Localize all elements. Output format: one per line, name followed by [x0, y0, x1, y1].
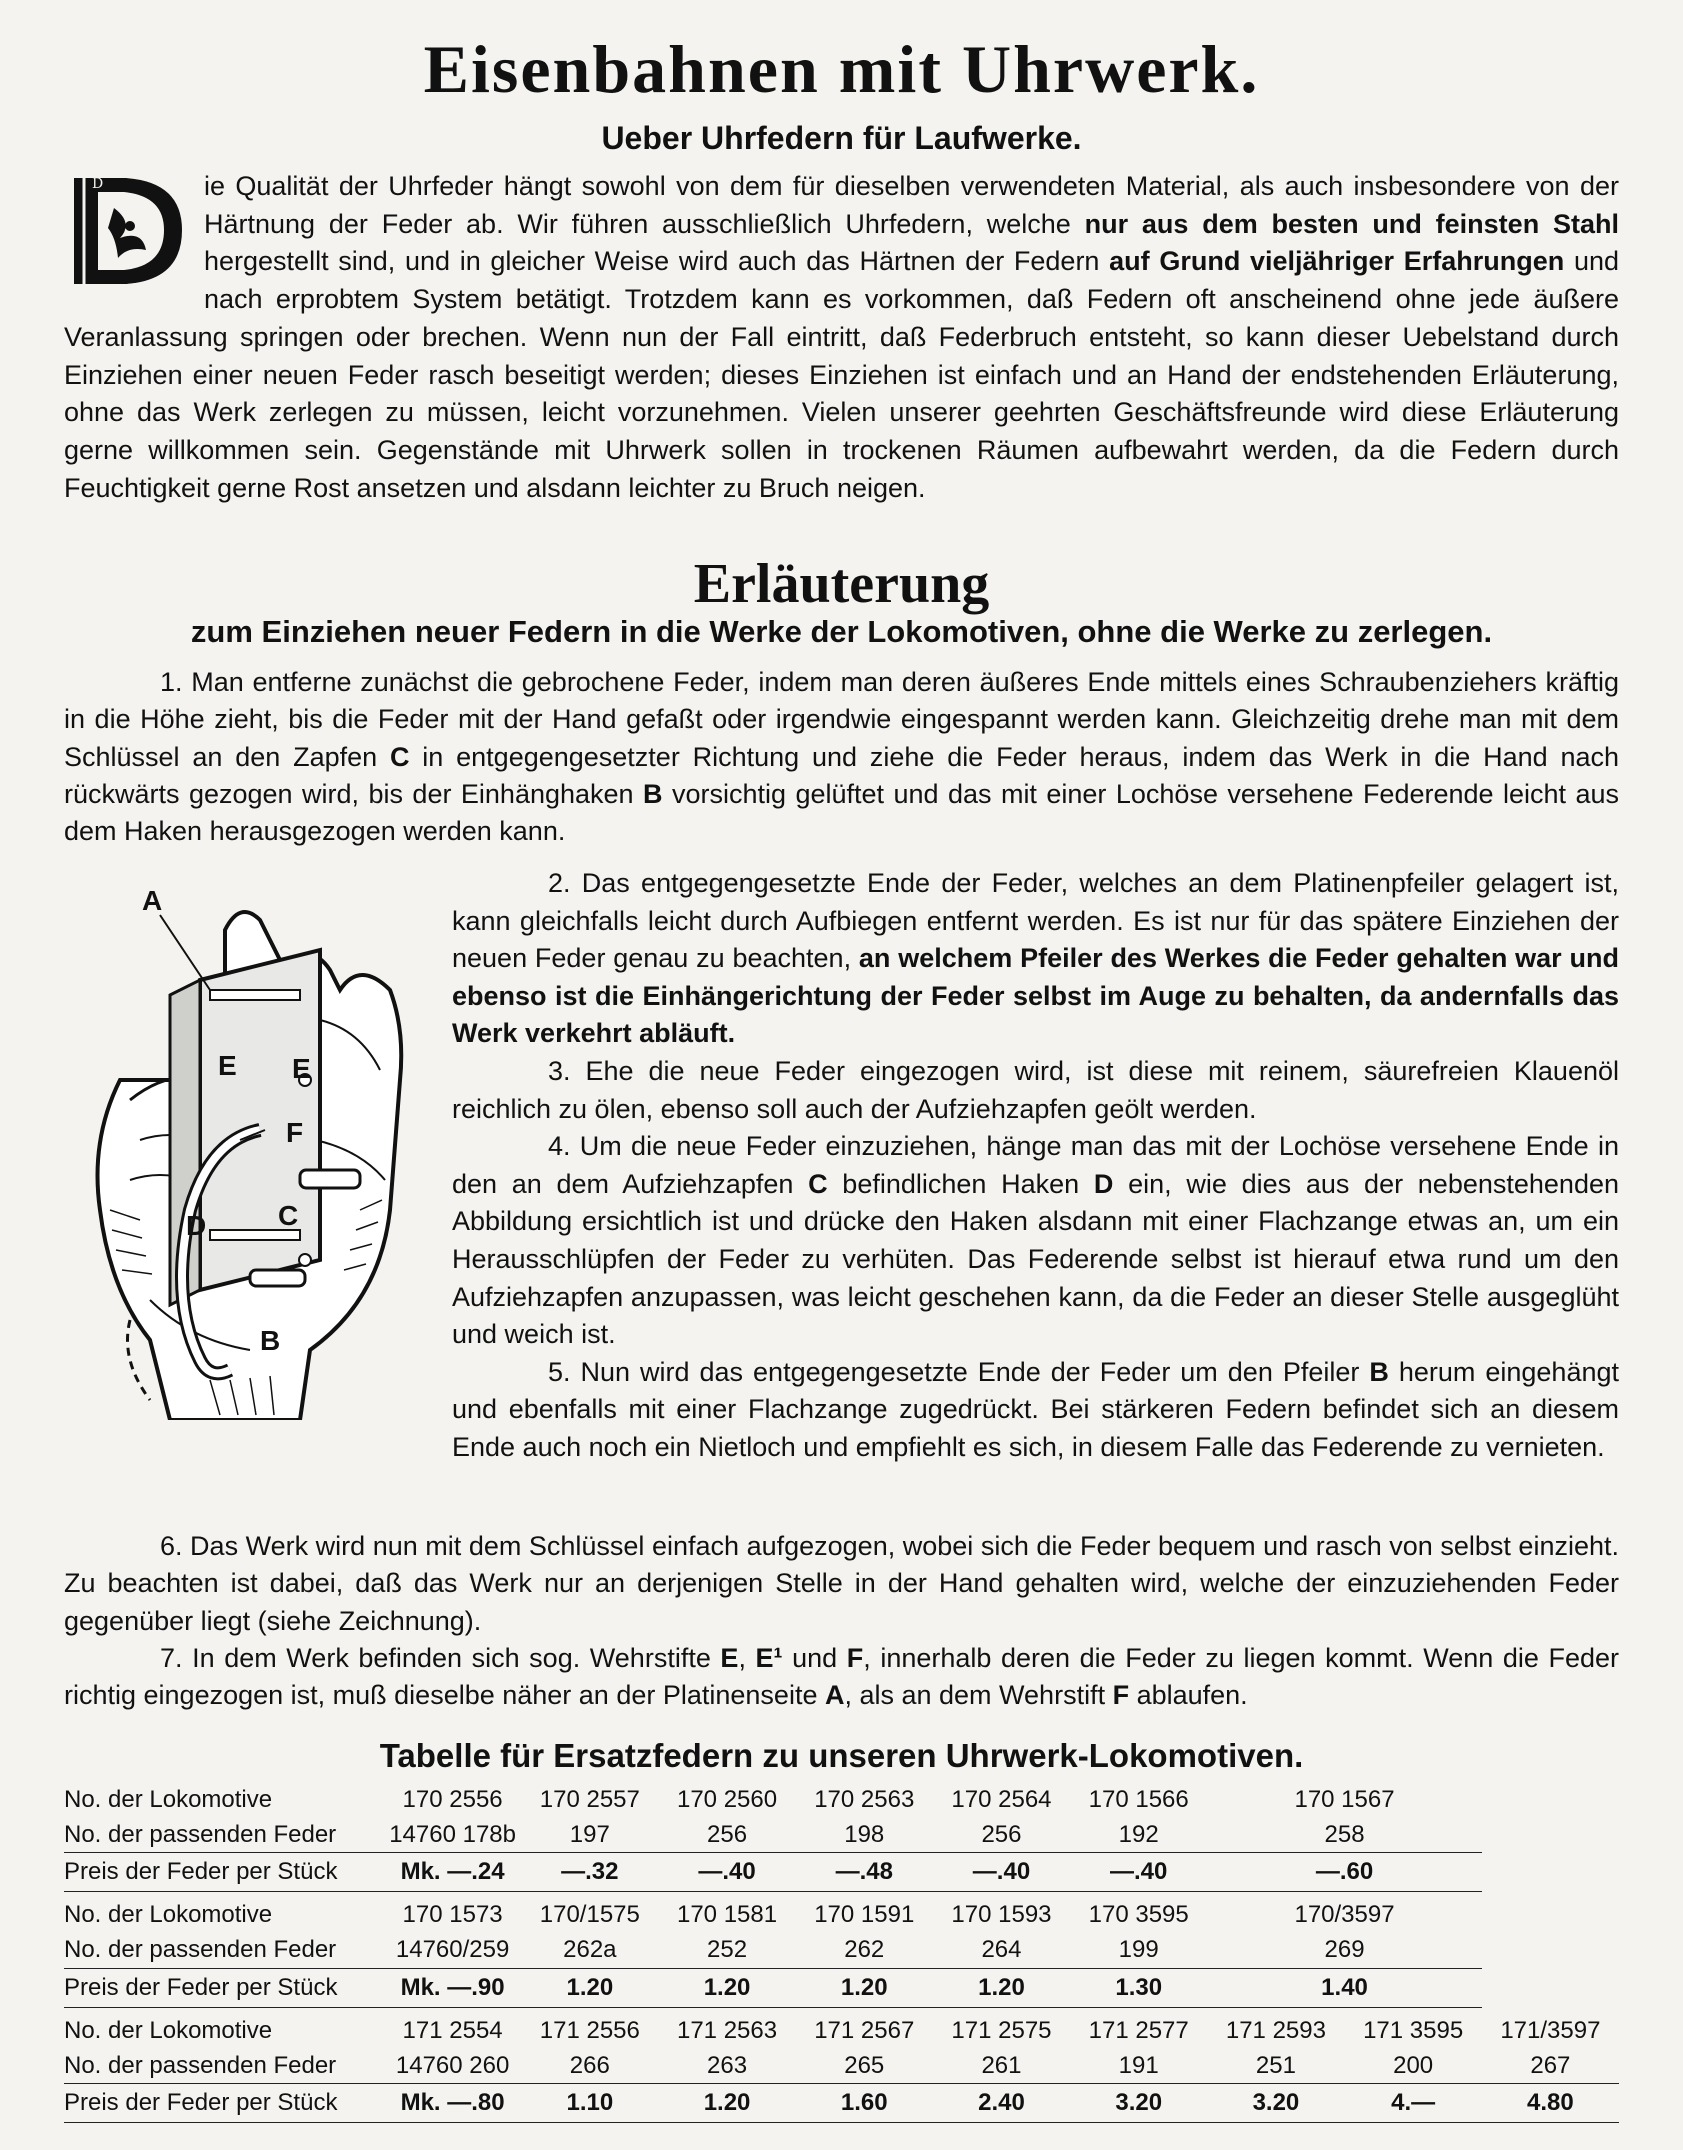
step-5: 5. Nun wird das entgegengesetzte Ende der Feder um den Pfeiler B herum eingehängt und ebenfalls mit einer Flachzange zugedrückt. Bei stärkeren Federn befindet sich an diesem Ende auch noch ein Nietloch und empfiehlt es sich, in diesem Falle das Federende zu vernieten.	[452, 1356, 1619, 1462]
cell-price: 2.40	[933, 2084, 1070, 2123]
cell-feder: 267	[1482, 2048, 1619, 2084]
cell-loco: 171/3597	[1500, 2016, 1601, 2044]
cell-loco: 170 3595	[1088, 1901, 1189, 1928]
cell-feder: 264	[933, 1933, 1070, 1969]
cell-price: —.40	[658, 1853, 795, 1892]
page-title: Eisenbahnen mit Uhrwerk.	[423, 31, 1260, 107]
cell-feder: 200	[1345, 2048, 1482, 2084]
cell-feder: 256	[658, 1817, 795, 1853]
cell-feder: 269	[1207, 1933, 1481, 1969]
cell-loco: 171 2563	[676, 2016, 778, 2044]
cell-loco: 171 2577	[1088, 2016, 1189, 2044]
cell-feder: 14760 178b	[384, 1817, 521, 1853]
cell-loco: 170 2564	[951, 1785, 1052, 1813]
dropcap-letter: D	[92, 176, 104, 192]
cell-loco: 171 3595	[1363, 2016, 1464, 2044]
cell-feder: 252	[658, 1933, 795, 1969]
row-label-price: Preis der Feder per Stück	[64, 1968, 384, 2007]
cell-price: 1.30	[1070, 1968, 1207, 2007]
cell-feder: 262a	[521, 1933, 658, 1969]
table-row-loco	[64, 2013, 1619, 2048]
cell-price: Mk. —.80	[384, 2084, 521, 2123]
cell-price: —.32	[521, 1853, 658, 1892]
step-6: 6. Das Werk wird nun mit dem Schlüssel einfach aufgezogen, wobei sich die Feder bequem und rasch von selbst einzieht. Zu beachten ist dabei, daß das Werk nur an derjenigen Stelle in der Hand gehalten wird, welche der einzuziehenden Feder gegenüber liegt (siehe Zeichnung).	[64, 1531, 1619, 1636]
cell-price: 3.20	[1207, 2084, 1344, 2123]
figure-label-e1: E	[292, 1053, 311, 1084]
step-3: 3. Ehe die neue Feder eingezogen wird, ist diese mit reinem, säurefreien Klauenöl reichlich zu ölen, ebenso soll auch der Aufziehzapfen geölt werden.	[452, 1055, 1619, 1124]
cell-feder: 261	[933, 2048, 1070, 2084]
cell-price: 1.20	[658, 1968, 795, 2007]
step-1: 1. Man entferne zunächst die gebrochene Feder, indem man deren äußeres Ende mittels eines Schraubenziehers kräftig in die Höhe zieht, bis die Feder mit der Hand gefaßt oder irgendwie eingespannt werden kann. Gleichzeitig drehe man mit dem Schlüssel an den Zapfen C in entgegengesetzter Richtung und ziehe die Feder heraus, indem das Werk in die Hand nach rückwärts gezogen wird, bis der Einhänghaken B vorsichtig gelüftet und das mit einer Lochöse versehene Federende leicht aus dem Haken herausgezogen werden kann.	[64, 667, 1619, 847]
cell-feder: 251	[1207, 2048, 1344, 2084]
cell-price: 1.40	[1207, 1968, 1481, 2007]
erlaeuterung-title: Erläuterung	[693, 553, 990, 615]
cell-feder: 199	[1070, 1933, 1207, 1969]
cell-loco: 170 2560	[676, 1785, 778, 1813]
row-label-price: Preis der Feder per Stück	[64, 2084, 384, 2123]
hand-clockwork-illustration	[60, 880, 460, 1420]
intro-paragraph: ie Qualität der Uhrfeder hängt sowohl von dem für dieselben verwendeten Material, als auch insbesondere von der Härtnung der Feder ab. Wir führen ausschließlich Uhrfedern, welche nur aus dem besten und feinsten Stahl hergestellt sind, und in gleicher Weise wird auch das Härtnen der Federn auf Grund vieljähriger Erfahrungen und nach erprobtem System betätigt. Trotzdem kann es vorkommen, daß Federn oft anscheinend ohne jede äußere Veranlassung springen oder brechen. Wenn nun der Fall eintritt, daß Federbruch entsteht, so kann dieser Uebelstand durch Einziehen einer neuen Feder rasch beseitigt werden; dieses Einziehen ist einfach und an Hand der endstehenden Erläuterung, ohne das Werk zerlegen zu müssen, leicht vorzunehmen. Vielen unserer geehrten Geschäftsfreunde wird diese Erläuterung gerne willkommen sein. Gegenstände mit Uhrwerk sollen in trockenen Räumen aufbewahrt werden, da die Federn durch Feuchtigkeit gerne Rost ansetzen und alsdann leichter zu Bruch neigen.	[64, 171, 1619, 503]
cell-loco: 171 2567	[814, 2016, 915, 2044]
step-2: 2. Das entgegengesetzte Ende der Feder, welches an dem Platinenpfeiler gelagert ist, kann gleichfalls leicht durch Aufbiegen entfernt werden. Es ist nur für das spätere Einziehen der neuen Feder genau zu beachten, an welchem Pfeiler des Werkes die Feder gehalten war und ebenso ist die Einhängerichtung der Feder selbst im Auge zu behalten, da andernfalls das Werk verkehrt abläuft.	[452, 868, 1619, 1049]
figure-label-c: C	[278, 1200, 299, 1231]
figure-label-a: A	[142, 885, 163, 916]
figure-label-b: B	[260, 1325, 281, 1356]
steps-6-to-7	[64, 1528, 1619, 1714]
step-4: 4. Um die neue Feder einzuziehen, hänge man das mit der Lochöse versehene Ende in den an dem Aufziehzapfen C befindlichen Haken D ein, wie dies aus der nebenstehenden Abbildung ersichtlich ist und drücke den Haken alsdann mit einer Flachzange etwas an, um ein Herausschlüpfen der Feder zu verhüten. Das Federende selbst ist hierauf etwa rund um den Aufziehzapfen anzupassen, was leicht geschehen kann, da die Feder an dieser Stelle ausgeglüht und weich ist.	[452, 1131, 1619, 1350]
cell-price: 4.80	[1482, 2084, 1619, 2123]
cell-feder: 266	[521, 2048, 658, 2084]
cell-loco: 171 2593	[1225, 2016, 1326, 2044]
table-row-feder	[64, 1817, 1619, 1853]
section-subtitle: Ueber Uhrfedern für Laufwerke.	[601, 120, 1082, 156]
row-label-loco: No. der Lokomotive	[64, 1785, 273, 1813]
table-row-price	[64, 2084, 1619, 2123]
cell-loco: 170 1573	[402, 1901, 503, 1928]
cell-loco: 170 2556	[402, 1785, 503, 1813]
table-row-price	[64, 1853, 1619, 1892]
table-row-loco	[64, 1782, 1619, 1817]
step-7: 7. In dem Werk befinden sich sog. Wehrstifte E, E¹ und F, innerhalb deren die Feder zu liegen kommt. Wenn die Feder richtig eingezogen ist, muß dieselbe näher an der Platinenseite A, als an dem Wehrstift F ablaufen.	[64, 1642, 1619, 1711]
cell-price: 1.20	[521, 1968, 658, 2007]
row-label-loco: No. der Lokomotive	[64, 2016, 273, 2044]
cell-loco: 170 1591	[814, 1901, 915, 1928]
table-row-feder	[64, 1933, 1619, 1969]
cell-feder: 191	[1070, 2048, 1207, 2084]
row-label-feder: No. der passenden Feder	[64, 1933, 384, 1969]
cell-loco: 170 1566	[1088, 1785, 1189, 1813]
spare-springs-table-wrap	[64, 1782, 1619, 2123]
cell-feder: 197	[521, 1817, 658, 1853]
cell-feder: 14760/259	[384, 1933, 521, 1969]
cell-feder: 192	[1070, 1817, 1207, 1853]
cell-price: 1.20	[658, 2084, 795, 2123]
cell-price: —.60	[1207, 1853, 1481, 1892]
table-row-price	[64, 1968, 1619, 2007]
cell-loco: 170/1575	[539, 1901, 640, 1928]
cell-price: Mk. —.90	[384, 1968, 521, 2007]
cell-feder: 256	[933, 1817, 1070, 1853]
cell-price: 1.20	[796, 1968, 933, 2007]
cell-loco: 170 1593	[951, 1901, 1052, 1928]
cell-loco: 171 2575	[951, 2016, 1052, 2044]
cell-feder: 263	[658, 2048, 795, 2084]
cell-loco: 170 1567	[1294, 1785, 1395, 1813]
cell-price: 1.60	[796, 2084, 933, 2123]
table-row-feder	[64, 2048, 1619, 2084]
figure-label-e: E	[218, 1050, 237, 1081]
cell-feder: 14760 260	[384, 2048, 521, 2084]
cell-loco: 171 2556	[539, 2016, 640, 2044]
steps-2-to-5	[452, 865, 1619, 1467]
table-title: Tabelle für Ersatzfedern zu unseren Uhrwerk-Lokomotiven.	[379, 1737, 1304, 1774]
figure-label-f: F	[286, 1117, 304, 1148]
cell-feder: 258	[1207, 1817, 1481, 1853]
spare-springs-table	[64, 1782, 1619, 2123]
cell-feder: 265	[796, 2048, 933, 2084]
cell-price: 1.20	[933, 1968, 1070, 2007]
cell-price: 3.20	[1070, 2084, 1207, 2123]
cell-loco: 170 1581	[676, 1901, 778, 1928]
cell-price: —.40	[933, 1853, 1070, 1892]
table-row-loco	[64, 1898, 1619, 1933]
row-label-feder: No. der passenden Feder	[64, 2048, 384, 2084]
cell-loco: 170/3597	[1294, 1901, 1395, 1928]
cell-feder: 198	[796, 1817, 933, 1853]
cell-loco: 171 2554	[402, 2016, 503, 2044]
cell-price: 4.—	[1345, 2084, 1482, 2123]
cell-feder: 262	[796, 1933, 933, 1969]
row-label-feder: No. der passenden Feder	[64, 1817, 384, 1853]
cell-price: 1.10	[521, 2084, 658, 2123]
figure-label-d: D	[186, 1210, 207, 1241]
erlaeuterung-subtitle: zum Einziehen neuer Federn in die Werke der Lokomotiven, ohne die Werke zu zerlegen.	[190, 614, 1493, 649]
cell-loco: 170 2563	[814, 1785, 915, 1813]
row-label-price: Preis der Feder per Stück	[64, 1853, 384, 1892]
row-label-loco: No. der Lokomotive	[64, 1901, 273, 1928]
cell-price: —.48	[796, 1853, 933, 1892]
cell-loco: 170 2557	[539, 1785, 640, 1813]
cell-price: —.40	[1070, 1853, 1207, 1892]
cell-price: Mk. —.24	[384, 1853, 521, 1892]
